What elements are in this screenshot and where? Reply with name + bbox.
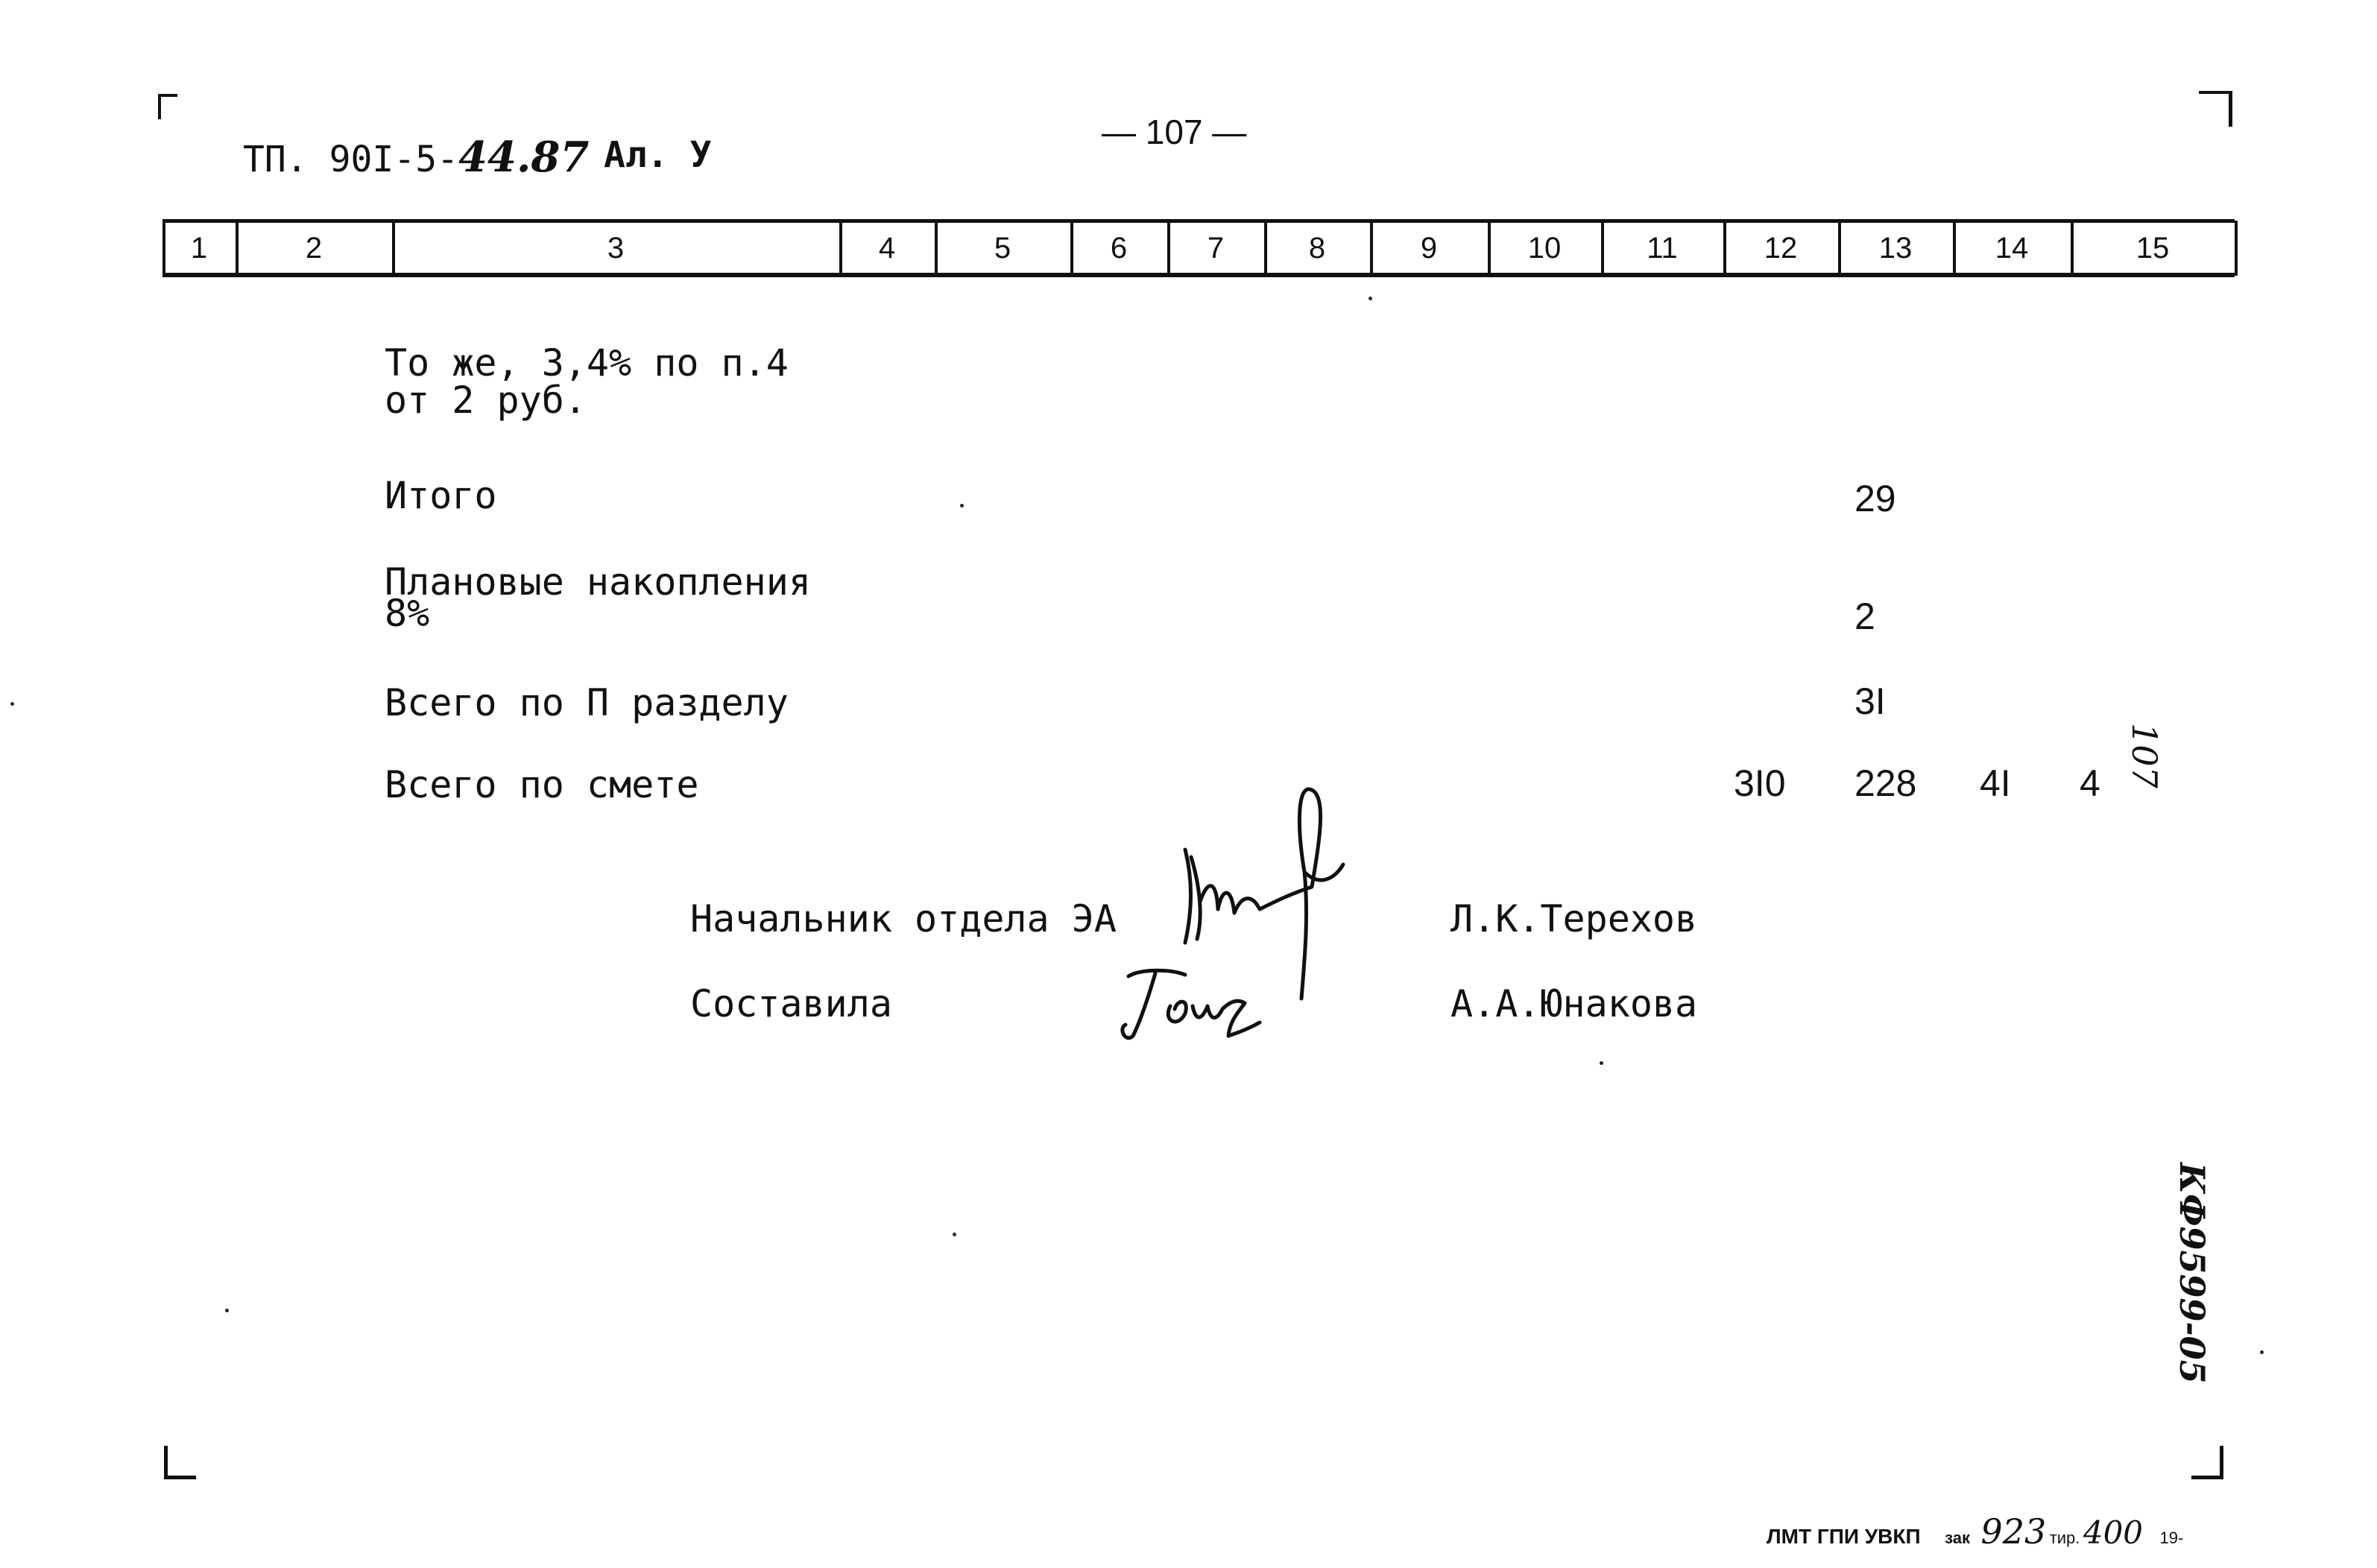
- column-number-15: 15: [2135, 231, 2170, 265]
- scan-speck: [225, 1309, 229, 1312]
- row-estimate-total-col13: 228: [1854, 762, 1917, 804]
- scan-speck: [1600, 1061, 1603, 1065]
- document-code-printed: ТП. 90I-5-: [243, 139, 458, 180]
- column-number-2: 2: [305, 231, 323, 265]
- scan-speck: [10, 702, 14, 706]
- signature-role-compiler: Составила: [690, 982, 892, 1025]
- album-label: Ал. У: [604, 134, 712, 176]
- column-number-3: 3: [607, 231, 625, 265]
- column-number-6: 6: [1110, 231, 1128, 265]
- footer-order-number: 923: [1980, 1511, 2047, 1552]
- signature-role-head: Начальник отдела ЭА: [690, 897, 1117, 941]
- column-number-8: 8: [1308, 231, 1326, 265]
- scan-speck: [960, 504, 964, 508]
- signature-name-compiler: А.А.Юнакова: [1450, 982, 1698, 1025]
- row-planned-label: [385, 560, 811, 635]
- row-same-label: [385, 341, 789, 422]
- column-number-7: 7: [1207, 231, 1225, 265]
- margin-page-number: 107: [2124, 723, 2165, 788]
- row-same-line2: от 2 руб.: [385, 379, 587, 422]
- footer-printer: ЛМТ ГПИ УВКП: [1767, 1525, 1921, 1548]
- footer-imprint: [1767, 1511, 2183, 1552]
- column-number-5: 5: [994, 231, 1011, 265]
- row-planned-line1: Плановые накопления: [385, 560, 811, 604]
- signature-name-head: Л.К.Терехов: [1450, 897, 1698, 941]
- crop-mark-bottom-left: [164, 1446, 196, 1479]
- column-number-11: 11: [1647, 231, 1678, 265]
- row-itogo-label: Итого: [385, 474, 497, 517]
- footer-order-label: зак: [1945, 1529, 1970, 1547]
- row-section-total-label: Всего по П разделу: [385, 681, 789, 724]
- row-estimate-total-col14: 4I: [1980, 762, 2011, 804]
- row-section-total-col13: 3I: [1854, 680, 1886, 722]
- column-number-12: 12: [1764, 231, 1798, 265]
- crop-mark-bottom-right: [2191, 1446, 2223, 1479]
- column-number-4: 4: [878, 231, 896, 265]
- column-number-10: 10: [1527, 231, 1562, 265]
- row-estimate-total-label: Всего по смете: [385, 763, 699, 806]
- scan-speck: [1369, 297, 1372, 300]
- scan-speck: [953, 1233, 956, 1236]
- row-same-line1: То же, 3,4% по п.4: [385, 341, 789, 385]
- row-estimate-total-col15: 4: [2080, 762, 2100, 804]
- column-number-14: 14: [1995, 231, 2029, 265]
- row-itogo-col13: 29: [1854, 478, 1896, 519]
- page-number: — 107 —: [1102, 113, 1247, 151]
- document-code-handwritten: 44.87: [458, 133, 590, 182]
- row-planned-line2: 8%: [385, 592, 430, 635]
- scan-speck: [2260, 1350, 2264, 1354]
- crop-mark-top-right: [2199, 91, 2232, 127]
- row-estimate-total-col12: 3I0: [1734, 762, 1786, 804]
- column-number-9: 9: [1420, 231, 1438, 265]
- footer-run-number: 400: [2083, 1514, 2144, 1551]
- footer-year: 19-: [2159, 1529, 2184, 1547]
- margin-code: КФ9599-05: [2172, 1163, 2212, 1384]
- document-code: [243, 133, 589, 182]
- column-divider: [2235, 221, 2238, 276]
- footer-run-label: тир.: [2049, 1529, 2080, 1547]
- signature-compiler-scribble: [1118, 954, 1282, 1058]
- column-number-1: 1: [190, 231, 208, 265]
- row-planned-col13: 2: [1854, 595, 1875, 637]
- crop-mark-top-left: [158, 94, 177, 119]
- column-number-13: 13: [1878, 231, 1913, 265]
